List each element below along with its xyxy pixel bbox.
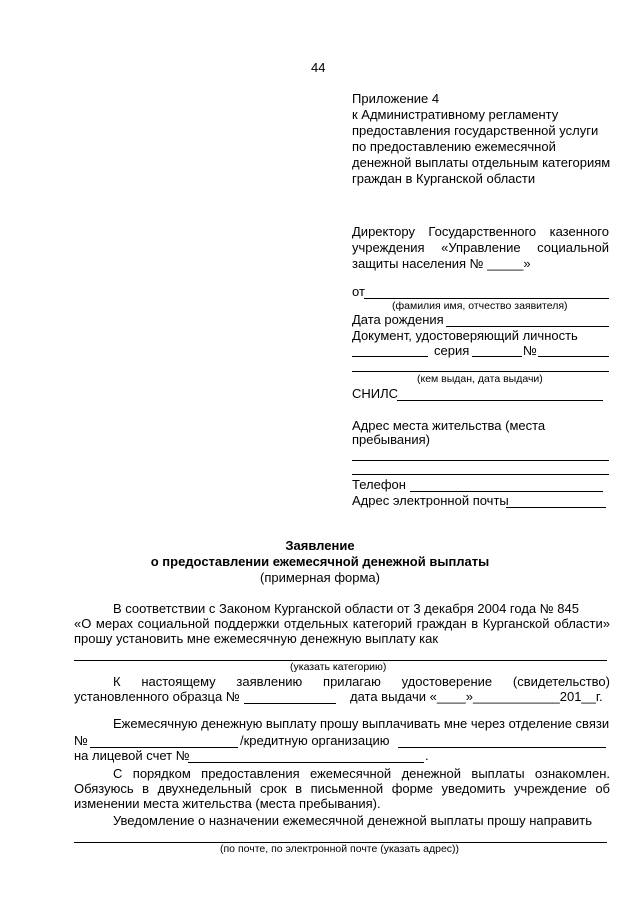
address-field-2[interactable] <box>352 474 609 475</box>
address-field-1[interactable] <box>352 460 609 461</box>
body-text: на лицевой счет № <box>74 748 190 763</box>
series-label: серия <box>434 343 470 358</box>
certificate-number-field[interactable] <box>244 703 336 704</box>
body-text: К настоящему заявлению прилагаю удостоверение (свидетельство) <box>113 674 610 689</box>
snils-label: СНИЛС <box>352 386 399 401</box>
phone-field[interactable] <box>410 491 603 492</box>
addressee-line-3: защиты населения № _____» <box>352 256 531 271</box>
body-text: дата выдачи «____»____________201__г. <box>350 689 603 704</box>
body-text: Ежемесячную денежную выплату прошу выплачивать мне через отделение связи <box>113 716 610 731</box>
body-text: № <box>74 733 88 748</box>
appendix-header <box>352 91 610 187</box>
body-text: «О мерах социальной поддержки отдельных категорий граждан в Курганской области» <box>74 616 610 631</box>
appendix-line: Приложение 4 <box>352 91 440 106</box>
document-subtitle: о предоставлении ежемесячной денежной выплаты <box>150 554 490 569</box>
email-field[interactable] <box>506 507 606 508</box>
category-hint: (указать категорию) <box>290 661 387 673</box>
body-text: Обязуюсь в двухнедельный срок в письменной форме уведомить учреждение об <box>74 781 610 796</box>
delivery-hint: (по почте, по электронной почте (указать адрес)) <box>220 843 460 855</box>
from-label: от <box>352 284 365 299</box>
appendix-line: граждан в Курганской области <box>352 171 536 186</box>
addressee-line-2: учреждения «Управление социальной <box>352 240 609 255</box>
credit-organization-field[interactable] <box>398 747 606 748</box>
appendix-line: денежной выплаты отдельным категориям <box>352 155 611 170</box>
number-field[interactable] <box>538 356 609 357</box>
phone-label: Телефон <box>352 477 406 492</box>
body-text: Уведомление о назначении ежемесячной денежной выплаты прошу направить <box>113 813 592 828</box>
birth-date-label: Дата рождения <box>352 312 444 327</box>
body-text: установленного образца № <box>74 689 240 704</box>
appendix-line: предоставления государственной услуги <box>352 123 599 138</box>
fio-hint: (фамилия имя, отчество заявителя) <box>392 300 568 312</box>
body-text: С порядком предоставления ежемесячной денежной выплаты ознакомлен. <box>113 766 610 781</box>
issued-by-field[interactable] <box>352 371 609 372</box>
series-field[interactable] <box>472 356 522 357</box>
appendix-line: по предоставлению ежемесячной <box>352 139 556 154</box>
body-text: В соответствии с Законом Курганской области от 3 декабря 2004 года № 845 <box>113 601 579 616</box>
body-text: /кредитную организацию <box>240 733 390 748</box>
document-title: Заявление <box>285 538 355 553</box>
id-document-type-field[interactable] <box>352 356 428 357</box>
period: . <box>425 748 429 763</box>
birth-date-field[interactable] <box>446 326 609 327</box>
address-label-1: Адрес места жительства (места <box>352 418 546 433</box>
number-label: № <box>523 343 537 358</box>
account-number-field[interactable] <box>188 762 424 763</box>
page-number: 44 <box>311 60 326 75</box>
body-text: прошу установить мне ежемесячную денежную выплату как <box>74 631 439 646</box>
addressee-line-1: Директору Государственного казенного <box>352 224 609 239</box>
fio-field[interactable] <box>364 298 609 299</box>
snils-field[interactable] <box>397 400 603 401</box>
appendix-line: к Административному регламенту <box>352 107 559 122</box>
address-label-2: пребывания) <box>352 432 430 447</box>
email-label: Адрес электронной почты <box>352 493 509 508</box>
form-note: (примерная форма) <box>260 570 380 585</box>
issued-hint: (кем выдан, дата выдачи) <box>417 373 543 385</box>
body-text: изменении места жительства (места пребывания). <box>74 796 381 811</box>
id-document-label: Документ, удостоверяющий личность <box>352 328 578 343</box>
